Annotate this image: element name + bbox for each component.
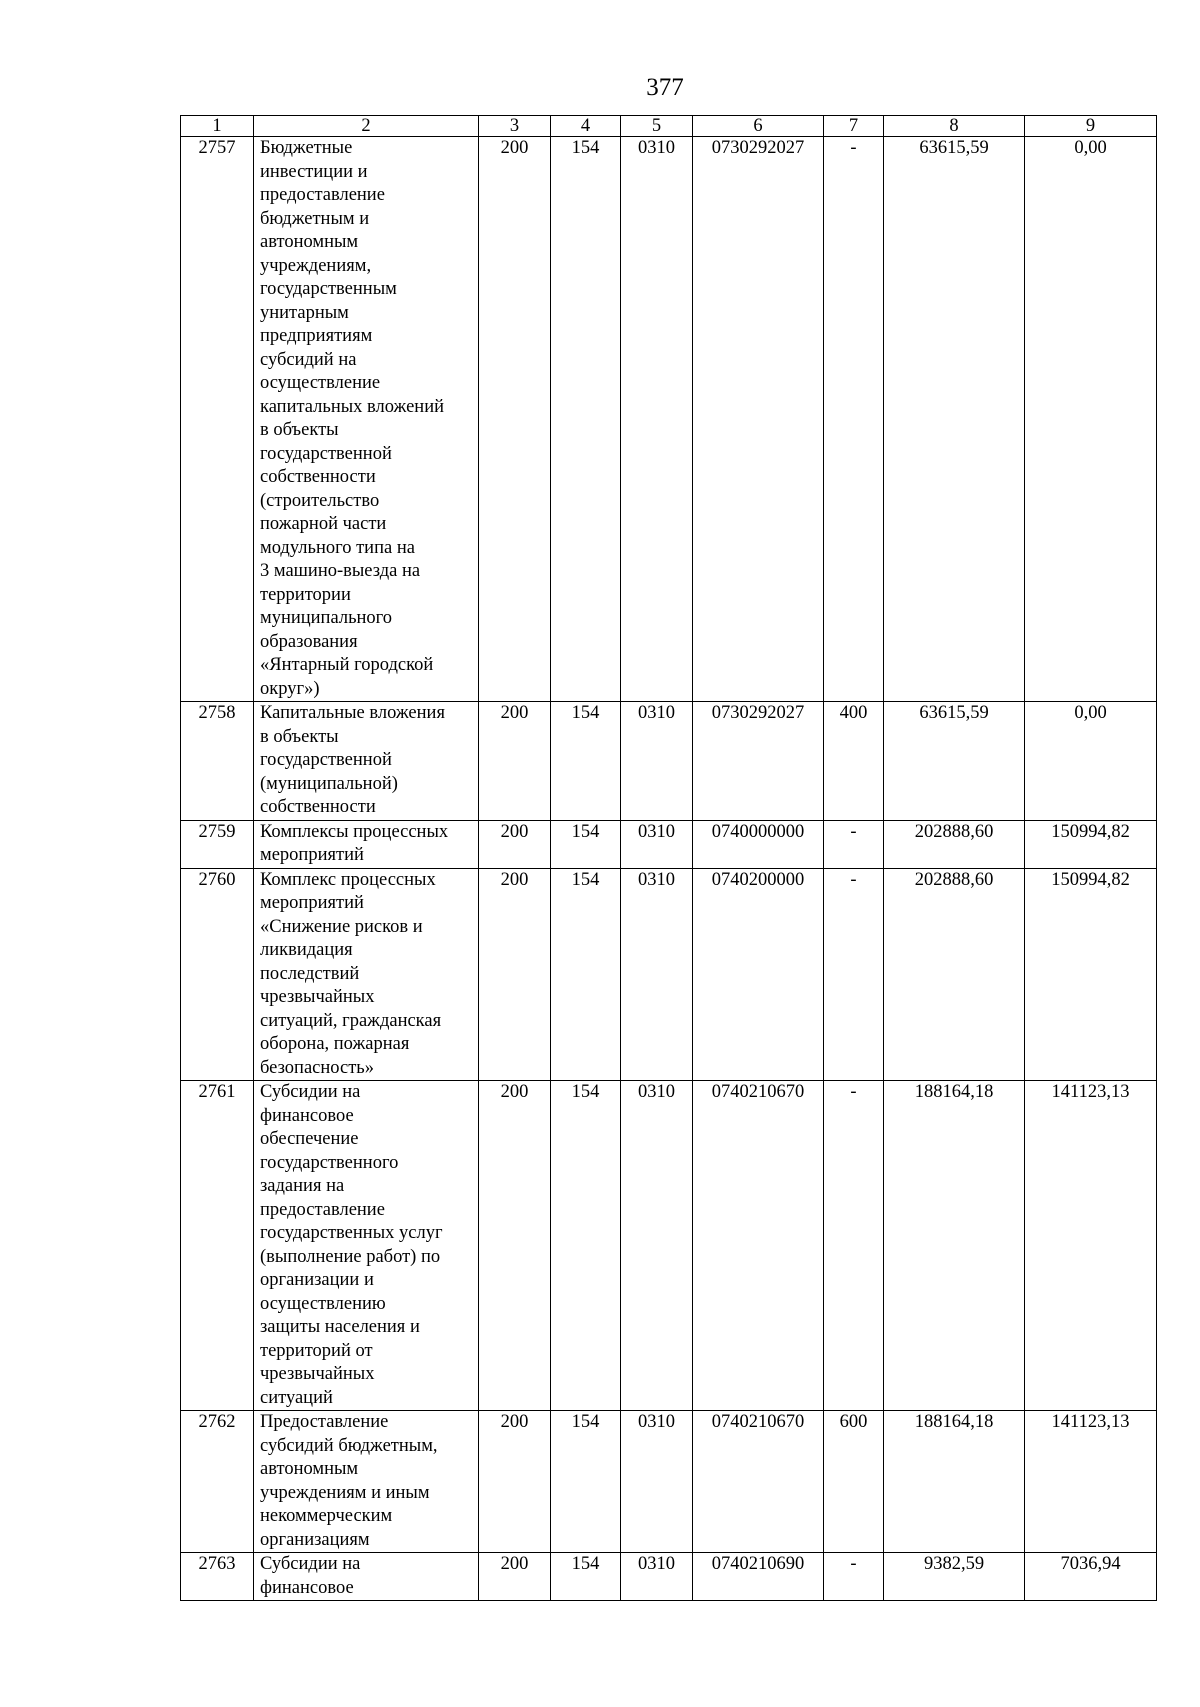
column-7-cell: - — [824, 1081, 884, 1411]
column-header-2: 2 — [254, 116, 479, 137]
column-4-cell: 154 — [551, 868, 621, 1081]
budget-table — [180, 115, 1157, 1601]
row-number-cell: 2761 — [181, 1081, 254, 1411]
column-3-cell: 200 — [479, 1553, 551, 1601]
column-4-cell: 154 — [551, 820, 621, 868]
table-row — [181, 868, 1157, 1081]
column-7-cell: 400 — [824, 702, 884, 821]
table-row — [181, 137, 1157, 702]
column-8-cell: 63615,59 — [884, 137, 1025, 702]
column-3-cell: 200 — [479, 702, 551, 821]
column-3-cell: 200 — [479, 1081, 551, 1411]
column-header-9: 9 — [1025, 116, 1157, 137]
column-6-cell: 0740210690 — [693, 1553, 824, 1601]
row-number-cell: 2758 — [181, 702, 254, 821]
column-5-cell: 0310 — [621, 137, 693, 702]
column-4-cell: 154 — [551, 1081, 621, 1411]
column-6-cell: 0740210670 — [693, 1411, 824, 1553]
row-name-cell: Капитальные вложения в объекты государственной (муниципальной) собственности — [254, 702, 479, 821]
column-7-cell: - — [824, 820, 884, 868]
column-3-cell: 200 — [479, 820, 551, 868]
table-row — [181, 1081, 1157, 1411]
table-row — [181, 1553, 1157, 1601]
column-header-4: 4 — [551, 116, 621, 137]
column-8-cell: 9382,59 — [884, 1553, 1025, 1601]
column-header-5: 5 — [621, 116, 693, 137]
column-4-cell: 154 — [551, 1553, 621, 1601]
row-number-cell: 2757 — [181, 137, 254, 702]
column-9-cell: 141123,13 — [1025, 1411, 1157, 1553]
row-number-cell: 2763 — [181, 1553, 254, 1601]
column-6-cell: 0730292027 — [693, 137, 824, 702]
column-header-3: 3 — [479, 116, 551, 137]
column-8-cell: 63615,59 — [884, 702, 1025, 821]
row-number-cell: 2762 — [181, 1411, 254, 1553]
column-6-cell: 0740210670 — [693, 1081, 824, 1411]
column-header-6: 6 — [693, 116, 824, 137]
column-9-cell: 141123,13 — [1025, 1081, 1157, 1411]
table-body — [181, 137, 1157, 1601]
column-7-cell: - — [824, 868, 884, 1081]
column-9-cell: 150994,82 — [1025, 820, 1157, 868]
row-name-cell: Субсидии на финансовое обеспечение государственного задания на предоставление государственных услуг (выполнение работ) по организации и осуществлению защиты населения и территорий от чрезвычайных ситуаций — [254, 1081, 479, 1411]
column-4-cell: 154 — [551, 702, 621, 821]
row-number-cell: 2759 — [181, 820, 254, 868]
row-name-cell: Предоставление субсидий бюджетным, автономным учреждениям и иным некоммерческим организациям — [254, 1411, 479, 1553]
column-6-cell: 0730292027 — [693, 702, 824, 821]
column-4-cell: 154 — [551, 137, 621, 702]
column-8-cell: 202888,60 — [884, 868, 1025, 1081]
column-9-cell: 150994,82 — [1025, 868, 1157, 1081]
column-5-cell: 0310 — [621, 702, 693, 821]
column-header-1: 1 — [181, 116, 254, 137]
column-5-cell: 0310 — [621, 1411, 693, 1553]
row-name-cell: Комплекс процессных мероприятий «Снижение рисков и ликвидация последствий чрезвычайных ситуаций, гражданская оборона, пожарная безопасность» — [254, 868, 479, 1081]
column-9-cell: 0,00 — [1025, 702, 1157, 821]
column-8-cell: 202888,60 — [884, 820, 1025, 868]
column-3-cell: 200 — [479, 137, 551, 702]
column-9-cell: 0,00 — [1025, 137, 1157, 702]
table-row — [181, 1411, 1157, 1553]
column-7-cell: 600 — [824, 1411, 884, 1553]
column-6-cell: 0740200000 — [693, 868, 824, 1081]
column-7-cell: - — [824, 137, 884, 702]
column-4-cell: 154 — [551, 1411, 621, 1553]
table-row — [181, 820, 1157, 868]
column-header-7: 7 — [824, 116, 884, 137]
page-number: 377 — [646, 74, 684, 101]
row-number-cell: 2760 — [181, 868, 254, 1081]
column-9-cell: 7036,94 — [1025, 1553, 1157, 1601]
column-5-cell: 0310 — [621, 820, 693, 868]
row-name-cell: Комплексы процессных мероприятий — [254, 820, 479, 868]
column-3-cell: 200 — [479, 868, 551, 1081]
column-8-cell: 188164,18 — [884, 1411, 1025, 1553]
table-row — [181, 702, 1157, 821]
column-5-cell: 0310 — [621, 1553, 693, 1601]
column-header-8: 8 — [884, 116, 1025, 137]
row-name-cell: Субсидии на финансовое — [254, 1553, 479, 1601]
column-6-cell: 0740000000 — [693, 820, 824, 868]
column-5-cell: 0310 — [621, 1081, 693, 1411]
column-8-cell: 188164,18 — [884, 1081, 1025, 1411]
column-7-cell: - — [824, 1553, 884, 1601]
table-header-row — [181, 116, 1157, 137]
row-name-cell: Бюджетные инвестиции и предоставление бюджетным и автономным учреждениям, государственным унитарным предприятиям субсидий на осуществление капитальных вложений в объекты государственной собственности (строительство пожарной части модульного типа на 3 машино-выезда на территории муниципального образования «Янтарный городской округ») — [254, 137, 479, 702]
column-5-cell: 0310 — [621, 868, 693, 1081]
column-3-cell: 200 — [479, 1411, 551, 1553]
